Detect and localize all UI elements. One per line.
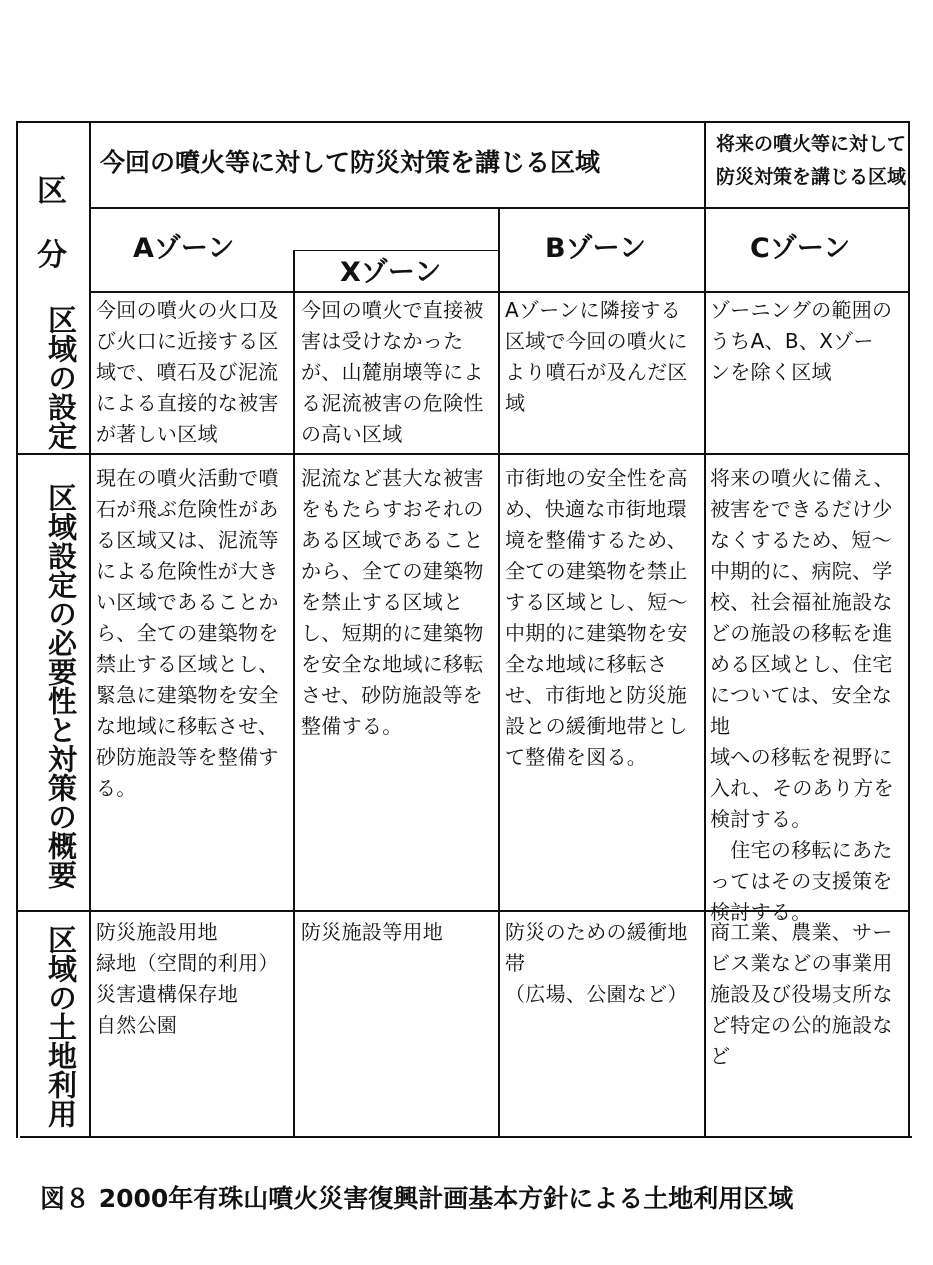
col-divider-3 bbox=[704, 207, 706, 1138]
land-use-cell-b: 防災のための緩衝地 帯 （広場、公園など） bbox=[505, 920, 688, 1006]
kubun-label bbox=[32, 160, 72, 288]
row-label-land-use bbox=[32, 920, 76, 1132]
row-label-setting-text: 区域の設定 bbox=[44, 304, 78, 450]
setting-row-rule bbox=[18, 453, 910, 455]
zone-b-header: Bゾーン bbox=[545, 233, 647, 264]
row-label-necessity-text: 区域設定の必要性と対策の概要 bbox=[44, 483, 78, 889]
zone-a-header: Aゾーン bbox=[133, 233, 235, 264]
table-border-top bbox=[16, 121, 910, 123]
row-label-land-use-text: 区域の土地利用 bbox=[44, 924, 78, 1128]
future-zones-title-line1: 将来の噴火等に対して bbox=[716, 133, 907, 155]
zone-x-header: Xゾーン bbox=[340, 257, 442, 288]
zone-c-header: Cゾーン bbox=[750, 233, 851, 264]
x-zone-header-rule bbox=[293, 250, 500, 251]
row-label-setting bbox=[32, 302, 76, 452]
land-use-cell-a: 防災施設用地 緑地（空間的利用） 災害遺構保存地 自然公園 bbox=[96, 920, 279, 1037]
future-header-divider bbox=[704, 121, 706, 209]
row-label-necessity bbox=[32, 466, 76, 906]
necessity-cell-b: 市街地の安全性を高 め、快適な市街地環 境を整備するため、 全ての建築物を禁止 する区域とし、短〜 中期的に建築物を安 全な地域に移転さ せ、市街地と防災施 設との緩衝地帯とし て整備を図る。 bbox=[505, 466, 688, 769]
land-use-cell-c: 商工業、農業、サー ビス業などの事業用 施設及び役場支所な ど特定の公的施設な ど bbox=[710, 920, 893, 1068]
table-border-bottom bbox=[20, 1136, 912, 1138]
setting-cell-a: 今回の噴火の火口及 び火口に近接する区 域で、噴石及び泥流 による直接的な被害 が著しい区域 bbox=[96, 298, 279, 446]
zone-row-rule bbox=[89, 291, 910, 293]
setting-cell-b: Aゾーンに隣接する 区域で今回の噴火に より噴石が及んだ区 域 bbox=[505, 298, 688, 415]
land-use-cell-x: 防災施設等用地 bbox=[301, 920, 444, 944]
future-zones-title-line2: 防災対策を講じる区域 bbox=[716, 166, 907, 188]
setting-cell-c: ゾーニングの範囲の うちA、B、Xゾー ンを除く区域 bbox=[710, 298, 893, 384]
table-border-right bbox=[908, 121, 910, 1138]
kubun-text: 区 分 bbox=[37, 174, 67, 273]
col-divider-2 bbox=[498, 207, 500, 1138]
setting-cell-x: 今回の噴火で直接被 害は受けなかった が、山麓崩壊等によ る泥流被害の危険性 の高い区域 bbox=[301, 298, 484, 446]
col-divider-1 bbox=[293, 250, 295, 1138]
label-column-divider bbox=[89, 121, 91, 1138]
necessity-cell-c: 将来の噴火に備え、 被害をできるだけ少 なくするため、短〜 中期的に、病院、学 校、社会福祉施設な どの施設の移転を進 める区域とし、住宅 については、安全な地 域への移転を視野に 入れ、そのあり方を 検討する。 住宅の移転にあた ってはその支援策を 検討する。 bbox=[710, 466, 894, 924]
table-border-left bbox=[16, 121, 18, 1138]
necessity-cell-x: 泥流など甚大な被害 をもたらすおそれの ある区域であること から、全ての建築物 を禁止する区域と し、短期的に建築物 を安全な地域に移転 させ、砂防施設等を 整備する。 bbox=[301, 466, 484, 738]
necessity-cell-a: 現在の噴火活動で噴 石が飛ぶ危険性があ る区域又は、泥流等 による危険性が大き い区域であることか ら、全ての建築物を 禁止する区域とし、 緊急に建築物を安全 な地域に移転させ、 砂防施設等を整備す る。 bbox=[96, 466, 279, 800]
current-zones-title: 今回の噴火等に対して防災対策を講じる区域 bbox=[100, 148, 601, 177]
figure-caption: 図８ 2000年有珠山噴火災害復興計画基本方針による土地利用区域 bbox=[40, 1184, 794, 1213]
